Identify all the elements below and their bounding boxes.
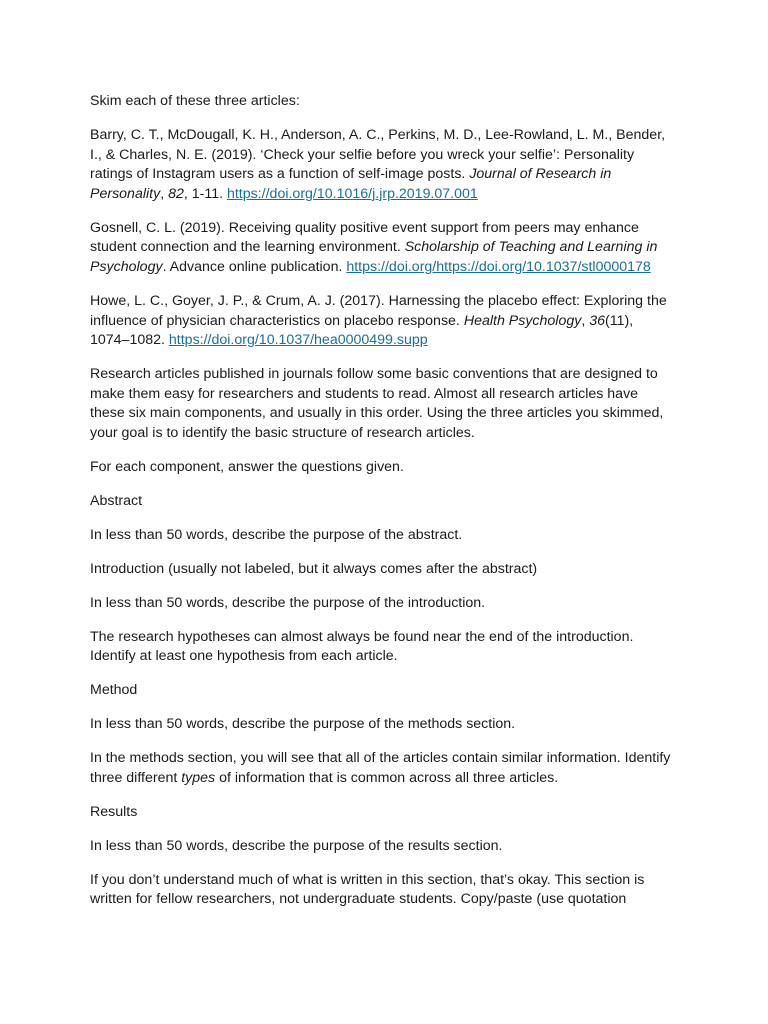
results-question: In less than 50 words, describe the purpose of the results section.: [90, 837, 503, 854]
method-question: In less than 50 words, describe the purpose of the methods section.: [90, 716, 516, 733]
reference-title: Receiving quality positive event support from peers may enhance student connection and the learning environment.: [90, 219, 639, 256]
method-info-emphasis: types: [181, 769, 216, 786]
results-note: If you don’t understand much of what is written in this section, that’s okay. This section is written for fellow researchers, not undergraduate students. Copy/paste (use quotation: [90, 871, 645, 908]
doi-link-howe[interactable]: https://doi.org/10.1037/hea0000499.supp: [168, 332, 428, 349]
reference-authors: Barry, C. T., McDougall, K. H., Anderson, A. C., Perkins, M. D., Lee-Rowland, L. M., Bender, I., & Charles, N. E. (2019).: [90, 126, 666, 163]
introduction-question: In less than 50 words, describe the purpose of the introduction.: [90, 594, 486, 611]
method-info-text: In the methods section, you will see that all of the articles contain similar information. Identify three different: [90, 750, 671, 786]
reference-journal: Scholarship of Teaching and Learning in Psychology: [90, 239, 658, 275]
reference-volume: 82: [168, 185, 184, 202]
reference-separator: ,: [581, 312, 590, 329]
intro-text: Skim each of these three articles:: [90, 93, 300, 109]
abstract-question: In less than 50 words, describe the purpose of the abstract.: [90, 526, 463, 543]
reference-volume: 36: [589, 312, 606, 329]
reference-journal: Journal of Research in Personality: [90, 166, 612, 202]
reference-howe: [90, 292, 676, 351]
results-heading: Results: [90, 803, 138, 820]
introduction-heading: Introduction (usually not labeled, but it always comes after the abstract): [90, 560, 538, 577]
method-info-question: [90, 749, 676, 788]
reference-pages: . Advance online publication.: [162, 258, 347, 275]
reference-title: ‘Check your selfie before you wreck your selfie’: Personality ratings of Instagram users as a function of self-image posts.: [90, 146, 635, 183]
reference-authors: Howe, L. C., Goyer, J. P., & Crum, A. J. (2017).: [90, 292, 389, 309]
reference-authors: Gosnell, C. L. (2019).: [90, 219, 229, 236]
hypotheses-question: The research hypotheses can almost always be found near the end of the introduction. Identify at least one hypothesis from each article.: [90, 628, 634, 665]
reference-pages: (11), 1074–1082.: [90, 312, 634, 349]
conventions-text: Research articles published in journals follow some basic conventions that are designed to make them easy for researchers and students to read. Almost all research articles have these six main components, and usually in this order. Using the three articles you skimmed, your goal is to identify the basic structure of research articles.: [90, 366, 664, 441]
reference-journal: Health Psychology: [463, 312, 582, 329]
reference-pages: , 1-11.: [183, 185, 227, 202]
doi-link-barry[interactable]: https://doi.org/10.1016/j.jrp.2019.07.001: [226, 185, 478, 202]
doi-link-gosnell[interactable]: https://doi.org/https://doi.org/10.1037/stl0000178: [346, 258, 651, 275]
method-info-text-end: of information that is common across all three articles.: [215, 769, 559, 786]
method-heading: Method: [90, 682, 138, 699]
instructions-text: For each component, answer the questions given.: [90, 458, 404, 475]
reference-gosnell: [90, 219, 676, 278]
abstract-heading: Abstract: [90, 492, 143, 509]
reference-barry: [90, 126, 676, 204]
reference-title: Harnessing the placebo effect: Exploring the influence of physician characteristics on placebo response.: [90, 292, 667, 329]
document-body: [90, 92, 676, 924]
reference-separator: ,: [160, 185, 169, 202]
